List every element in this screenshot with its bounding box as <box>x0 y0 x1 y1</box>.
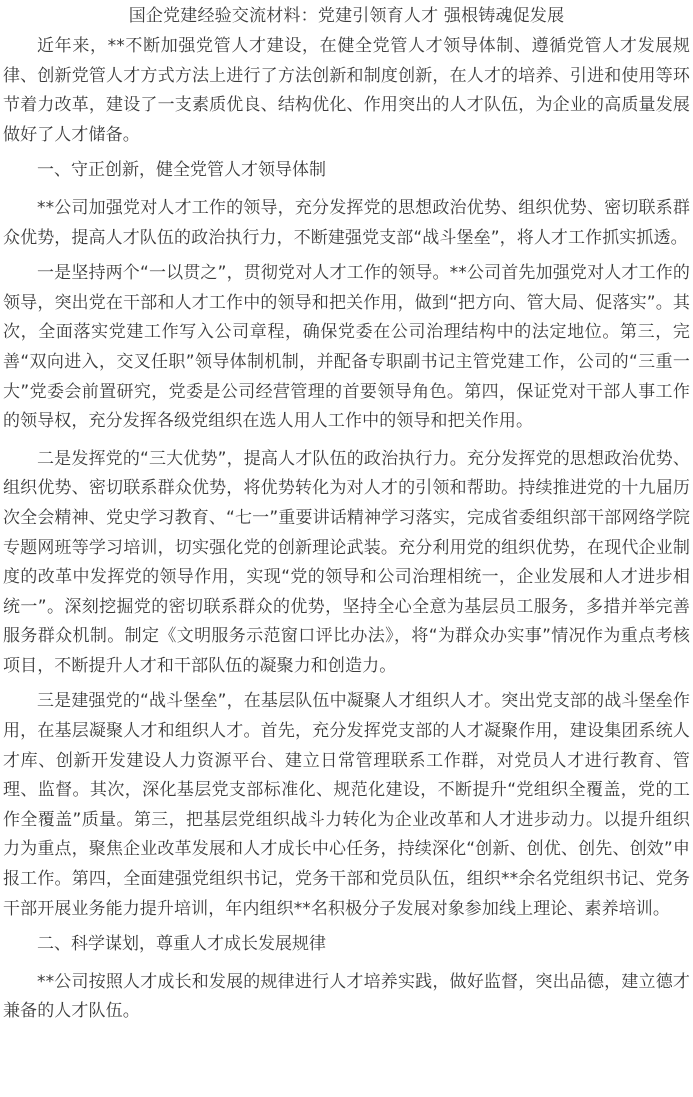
spacer <box>3 437 690 445</box>
intro-paragraph: 近年来，**不断加强党管人才建设，在健全党管人才领导体制、遵循党管人才发展规律、创新党管人才方式方法上进行了方法创新和制度创新，在人才的培养、引进和使用等环节着力改革，建设了一支素质优良、结构优化、作用突出的人才队伍，为企业的高质量发展做好了人才储备。 <box>3 36 690 145</box>
spacer <box>3 186 690 194</box>
section-2-lead-paragraph: **公司按照人才成长和发展的规律进行人才培养实践，做好监督，突出品德，建立德才兼备的人才队伍。 <box>3 971 690 1022</box>
section-2-heading: 二、科学谋划，尊重人才成长发展规律 <box>37 934 326 955</box>
section-1-lead-paragraph: **公司加强党对人才工作的领导，充分发挥党的思想政治优势、组织优势、密切联系群众优势，提高人才队伍的政治执行力，不断建强党支部“战斗堡垒”，将人才工作抓实抓透。 <box>3 197 690 248</box>
section-1-heading: 一、守正创新，健全党管人才领导体制 <box>37 160 326 181</box>
section-1-point-3-paragraph: 三是建强党的“战斗堡垒”，在基层队伍中凝聚人才组织人才。突出党支部的战斗堡垒作用，在基层凝聚人才和组织人才。首先，充分发挥党支部的人才凝聚作用，建设集团系统人才库、创新开发建设人力资源平台、建立日常管理联系工作群，对党员人才进行教育、管理、监督。其次，深化基层党支部标准化、规范化建设，不断提升“党组织全覆盖，党的工作全覆盖”质量。第三，把基层党组织战斗力转化为企业改革和人才进步动力。以提升组织力为重点，聚焦企业改革发展和人才成长中心任务，持续深化“创新、创优、创先、创效”申报工作。第四，全面建强党组织书记，党务干部和党员队伍，组织**余名党组织书记、党务干部开展业务能力提升培训，年内组织**名积极分子发展对象参加线上理论、素养培训。 <box>3 691 690 919</box>
section-1-point-2-paragraph: 二是发挥党的“三大优势”，提高人才队伍的政治执行力。充分发挥党的思想政治优势、组织优势、密切联系群众优势，将优势转化为对人才的引领和帮助。持续推进党的十九届历次全会精神、党史学习教育、“七一”重要讲话精神学习落实，完成省委组织部干部网络学院专题网班等学习培训，切实强化党的创新理论武装。充分利用党的组织优势，在现代企业制度的改革中发挥党的领导作用，实现“党的领导和公司治理相统一，企业发展和人才进步相统一”。深刻挖掘党的密切联系群众的优势，坚持全心全意为基层员工服务，多措并举完善服务群众机制。制定《文明服务示范窗口评比办法》，将“为群众办实事”情况作为重点考核项目，不断提升人才和干部队伍的凝聚力和创造力。 <box>3 448 690 676</box>
section-1-point-1-paragraph: 一是坚持两个“一以贯之”，贯彻党对人才工作的领导。**公司首先加强党对人才工作的领导，突出党在干部和人才工作中的领导和把关作用，做到“把方向、管大局、促落实”。其次，全面落实党建工作写入公司章程，确保党委在公司治理结构中的法定地位。第三，完善“双向进入，交叉任职”领导体制机制，并配备专职副书记主管党建工作，公司的“三重一大”党委会前置研究，党委是公司经营管理的首要领导角色。第四，保证党对干部人事工作的领导权，充分发挥各级党组织在选人用人工作中的领导和把关作用。 <box>3 263 690 432</box>
document-title: 国企党建经验交流材料：党建引领育人才 强根铸魂促发展 <box>128 6 565 26</box>
spacer <box>3 960 690 968</box>
